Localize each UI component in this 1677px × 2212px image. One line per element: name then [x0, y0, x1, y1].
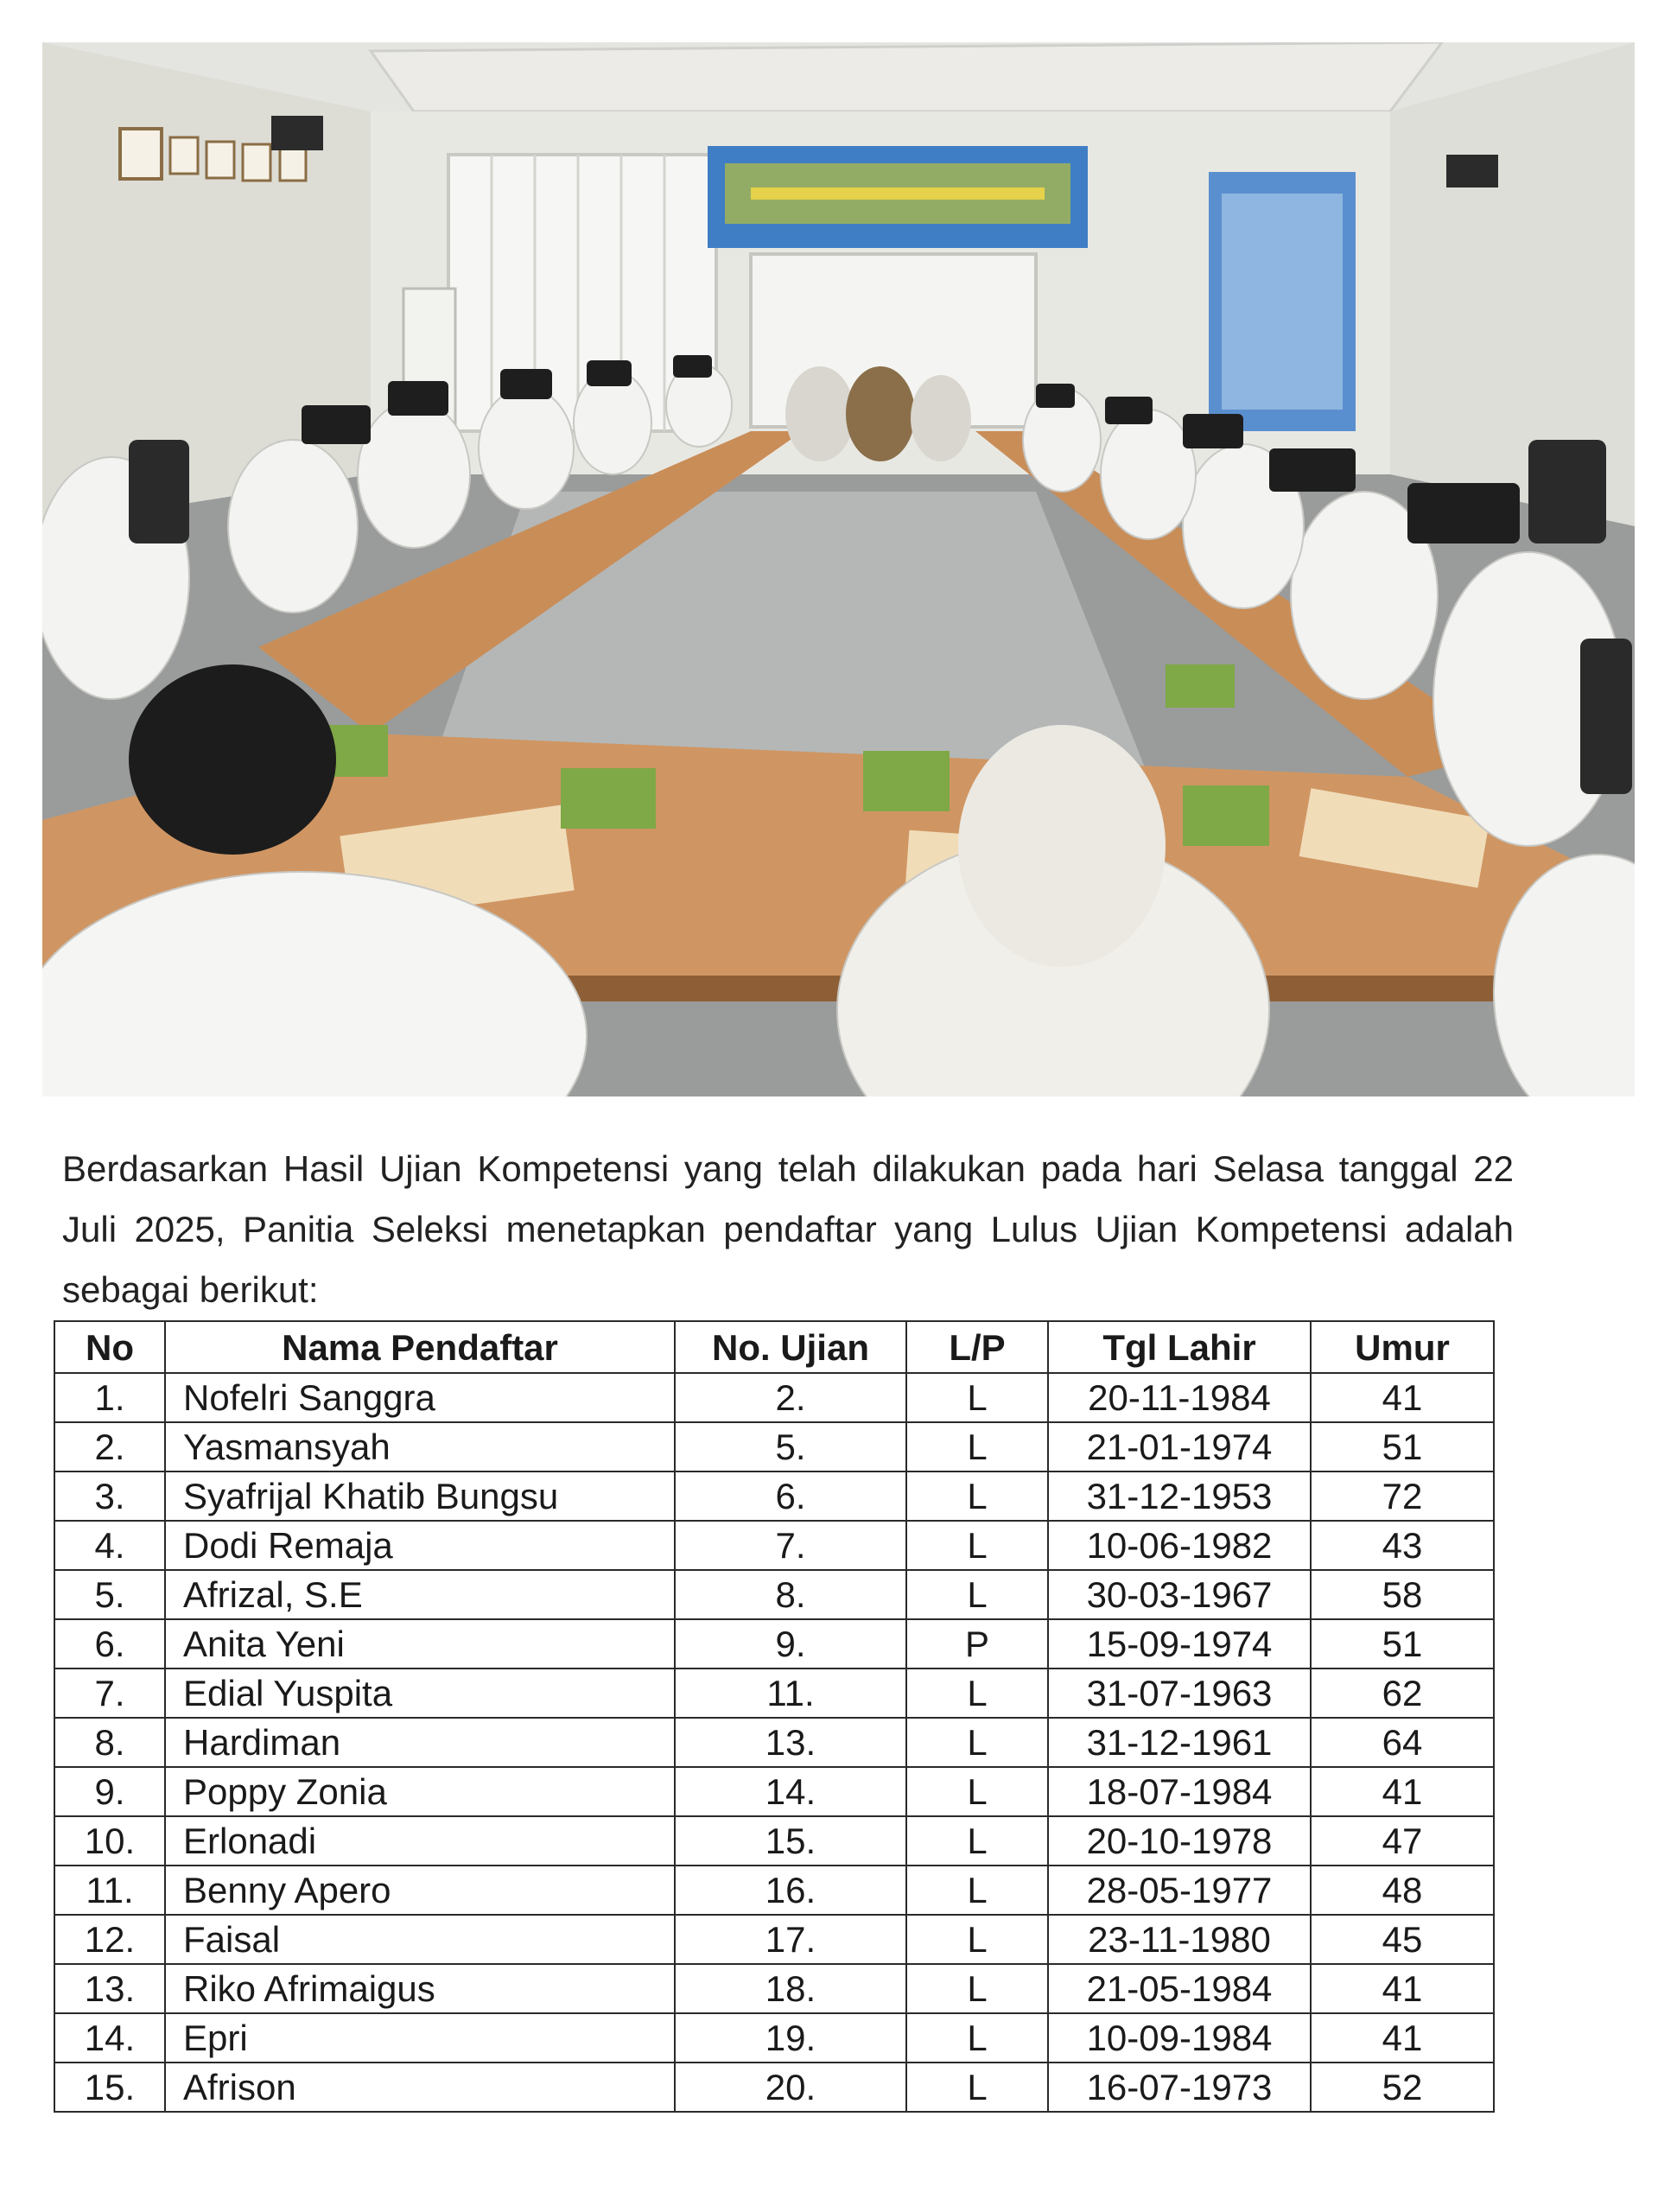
cell-gender: L: [906, 1964, 1048, 2013]
cell-umur: 43: [1311, 1521, 1494, 1570]
cell-gender: L: [906, 1422, 1048, 1471]
cell-no: 9.: [54, 1767, 165, 1816]
table-row: [54, 1669, 1494, 1718]
cell-nama: Nofelri Sanggra: [165, 1373, 675, 1422]
header-no-ujian: No. Ujian: [675, 1321, 906, 1373]
cell-umur: 41: [1311, 1767, 1494, 1816]
meeting-photo: [42, 42, 1635, 1096]
cell-no-ujian: 17.: [675, 1915, 906, 1964]
cell-gender: L: [906, 2063, 1048, 2112]
table-row: [54, 1422, 1494, 1471]
cell-tgl-lahir: 21-01-1974: [1048, 1422, 1311, 1471]
cell-no: 7.: [54, 1669, 165, 1718]
cell-no: 13.: [54, 1964, 165, 2013]
cell-no-ujian: 16.: [675, 1866, 906, 1915]
cell-no-ujian: 8.: [675, 1570, 906, 1619]
table-row: [54, 1619, 1494, 1669]
cell-gender: L: [906, 1767, 1048, 1816]
cell-gender: L: [906, 1373, 1048, 1422]
table-row: [54, 2063, 1494, 2112]
cell-umur: 51: [1311, 1619, 1494, 1669]
cell-umur: 41: [1311, 1373, 1494, 1422]
header-nama-pendaftar: Nama Pendaftar: [165, 1321, 675, 1373]
cell-no: 2.: [54, 1422, 165, 1471]
cell-no-ujian: 5.: [675, 1422, 906, 1471]
cell-gender: L: [906, 1471, 1048, 1521]
cell-no-ujian: 11.: [675, 1669, 906, 1718]
cell-tgl-lahir: 28-05-1977: [1048, 1866, 1311, 1915]
cell-umur: 41: [1311, 2013, 1494, 2063]
cell-no-ujian: 2.: [675, 1373, 906, 1422]
cell-tgl-lahir: 16-07-1973: [1048, 2063, 1311, 2112]
table-row: [54, 1964, 1494, 2013]
table-row: [54, 1521, 1494, 1570]
header-tgl-lahir: Tgl Lahir: [1048, 1321, 1311, 1373]
cell-nama: Yasmansyah: [165, 1422, 675, 1471]
cell-no-ujian: 15.: [675, 1816, 906, 1866]
cell-umur: 45: [1311, 1915, 1494, 1964]
cell-tgl-lahir: 23-11-1980: [1048, 1915, 1311, 1964]
cell-gender: L: [906, 1816, 1048, 1866]
cell-umur: 58: [1311, 1570, 1494, 1619]
cell-no: 15.: [54, 2063, 165, 2112]
intro-line-3: sebagai berikut:: [62, 1269, 319, 1310]
cell-gender: L: [906, 1915, 1048, 1964]
results-table: [54, 1320, 1495, 2113]
cell-nama: Syafrijal Khatib Bungsu: [165, 1471, 675, 1521]
cell-nama: Faisal: [165, 1915, 675, 1964]
cell-gender: L: [906, 1570, 1048, 1619]
cell-umur: 48: [1311, 1866, 1494, 1915]
cell-no: 4.: [54, 1521, 165, 1570]
cell-tgl-lahir: 20-11-1984: [1048, 1373, 1311, 1422]
intro-line-2: Juli 2025, Panitia Seleksi menetapkan pendaftar yang Lulus Ujian Kompetensi adalah: [62, 1209, 1514, 1249]
cell-no: 6.: [54, 1619, 165, 1669]
cell-no-ujian: 19.: [675, 2013, 906, 2063]
cell-tgl-lahir: 10-09-1984: [1048, 2013, 1311, 2063]
header-gender: L/P: [906, 1321, 1048, 1373]
cell-tgl-lahir: 21-05-1984: [1048, 1964, 1311, 2013]
table-row: [54, 1718, 1494, 1767]
cell-no: 5.: [54, 1570, 165, 1619]
cell-umur: 64: [1311, 1718, 1494, 1767]
cell-umur: 52: [1311, 2063, 1494, 2112]
table-row: [54, 1471, 1494, 1521]
cell-nama: Edial Yuspita: [165, 1669, 675, 1718]
cell-no-ujian: 6.: [675, 1471, 906, 1521]
cell-umur: 51: [1311, 1422, 1494, 1471]
cell-tgl-lahir: 18-07-1984: [1048, 1767, 1311, 1816]
table-header-row: [54, 1321, 1494, 1373]
header-umur: Umur: [1311, 1321, 1494, 1373]
cell-tgl-lahir: 30-03-1967: [1048, 1570, 1311, 1619]
cell-umur: 72: [1311, 1471, 1494, 1521]
cell-tgl-lahir: 10-06-1982: [1048, 1521, 1311, 1570]
cell-nama: Epri: [165, 2013, 675, 2063]
cell-no-ujian: 9.: [675, 1619, 906, 1669]
cell-nama: Riko Afrimaigus: [165, 1964, 675, 2013]
cell-tgl-lahir: 31-12-1961: [1048, 1718, 1311, 1767]
table-row: [54, 1866, 1494, 1915]
table-row: [54, 1816, 1494, 1866]
cell-no-ujian: 20.: [675, 2063, 906, 2112]
cell-no: 3.: [54, 1471, 165, 1521]
cell-no: 12.: [54, 1915, 165, 1964]
cell-nama: Poppy Zonia: [165, 1767, 675, 1816]
intro-paragraph: [62, 1139, 1514, 1320]
cell-gender: L: [906, 1718, 1048, 1767]
cell-nama: Afrison: [165, 2063, 675, 2112]
cell-umur: 62: [1311, 1669, 1494, 1718]
cell-gender: L: [906, 1521, 1048, 1570]
cell-no-ujian: 7.: [675, 1521, 906, 1570]
cell-gender: L: [906, 2013, 1048, 2063]
cell-nama: Afrizal, S.E: [165, 1570, 675, 1619]
cell-umur: 41: [1311, 1964, 1494, 2013]
cell-no-ujian: 13.: [675, 1718, 906, 1767]
table-row: [54, 1373, 1494, 1422]
cell-no: 14.: [54, 2013, 165, 2063]
cell-nama: Anita Yeni: [165, 1619, 675, 1669]
cell-no: 10.: [54, 1816, 165, 1866]
table-row: [54, 2013, 1494, 2063]
cell-gender: P: [906, 1619, 1048, 1669]
cell-no: 11.: [54, 1866, 165, 1915]
cell-nama: Erlonadi: [165, 1816, 675, 1866]
cell-tgl-lahir: 15-09-1974: [1048, 1619, 1311, 1669]
cell-no-ujian: 18.: [675, 1964, 906, 2013]
cell-no: 8.: [54, 1718, 165, 1767]
cell-tgl-lahir: 31-12-1953: [1048, 1471, 1311, 1521]
cell-gender: L: [906, 1866, 1048, 1915]
table-row: [54, 1570, 1494, 1619]
cell-tgl-lahir: 20-10-1978: [1048, 1816, 1311, 1866]
cell-no: 1.: [54, 1373, 165, 1422]
cell-nama: Dodi Remaja: [165, 1521, 675, 1570]
cell-nama: Hardiman: [165, 1718, 675, 1767]
header-no: No: [54, 1321, 165, 1373]
cell-nama: Benny Apero: [165, 1866, 675, 1915]
table-row: [54, 1767, 1494, 1816]
cell-tgl-lahir: 31-07-1963: [1048, 1669, 1311, 1718]
cell-gender: L: [906, 1669, 1048, 1718]
table-row: [54, 1915, 1494, 1964]
meeting-room-photo-icon: [42, 42, 1635, 1096]
cell-no-ujian: 14.: [675, 1767, 906, 1816]
cell-umur: 47: [1311, 1816, 1494, 1866]
intro-line-1: Berdasarkan Hasil Ujian Kompetensi yang telah dilakukan pada hari Selasa tanggal 22: [62, 1148, 1514, 1189]
